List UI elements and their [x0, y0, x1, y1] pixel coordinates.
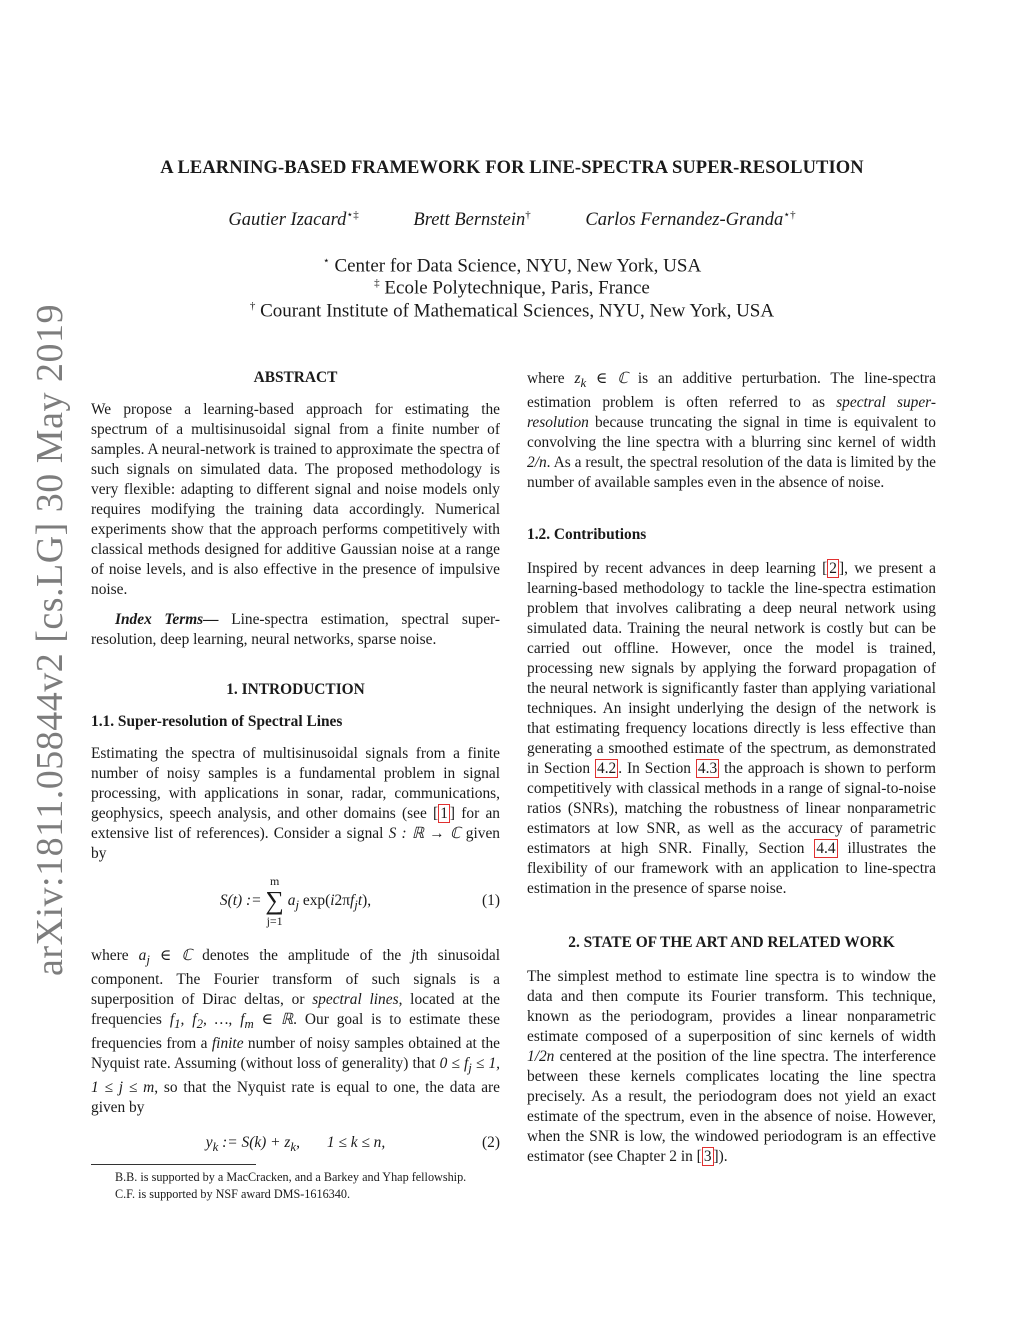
affiliation-1: ⋆ Center for Data Science, NYU, New York, USA	[322, 255, 702, 277]
right-column	[527, 369, 936, 1167]
left-column	[91, 368, 500, 1203]
equation-number-1: (1)	[482, 892, 500, 909]
author-2: Brett Bernstein†	[413, 209, 531, 231]
author-list	[0, 208, 1024, 231]
affiliation-3: † Courant Institute of Mathematical Sciences, NYU, New York, USA	[249, 300, 775, 322]
abstract-heading: ABSTRACT	[253, 369, 338, 386]
section-link-4-4[interactable]: 4.4	[816, 840, 836, 858]
citation-link-2[interactable]: 2	[829, 560, 837, 578]
author-3: Carlos Fernandez-Granda⋆†	[585, 209, 796, 231]
section-link-4-2[interactable]: 4.2	[597, 760, 617, 778]
arxiv-identifier: arXiv:1811.05844v2 [cs.LG] 30 May 2019	[29, 304, 71, 976]
intro-paragraph-1: Estimating the spectra of multisinusoidal signals from a finite number of noisy samples is a fundamental problem in signal processing, with applications in sonar, radar, communications, geophysics, speech analysis, and other domains (see [ 1 ] for an extensive list of references). Consider a signal S : ℝ → ℂ given by	[91, 745, 500, 862]
right-paragraph-1: where $z_k$ ∈ ℂ is an additive perturbation. The line-spectra estimation problem is often referred to as spectral super-resolution because truncating the signal in time is equivalent to convolving the line spectra with a blurring sinc kernel of width 2/n. As a result, the spectral resolution of the data is limited by the number of available samples even in the absence of noise.	[527, 370, 936, 492]
contributions-paragraph: Inspired by recent advances in deep learning [ 2 ], we present a learning-based methodology to tackle the line-spectra estimation problem that involves calibrating a deep neural network using simulated data. Training the neural network is costly but can be carried out offline. However, once the model is trained, processing new signals by applying the forward propagation of the neural network is significantly faster than applying variational techniques. An insight underlying the design of the network is that estimating frequency locations directly is less effective than generating a smoothed estimate of the spectrum, as demonstrated in Section 4.2 . In Section 4.3 the approach is shown to perform competitively with classical methods in a range of signal-to-noise ratios (SNRs), matching the robustness of linear nonparametric estimators at low SNR, as well as the accuracy of parametric estimators at high SNR. Finally, Section 4.4 illustrates the flexibility of our framework with an application to line-spectra estimation in the presence of sparse noise.	[527, 560, 936, 898]
footnote-1: B.B. is supported by a MacCracken, and a Barkey and Yhap fellowship.	[115, 1170, 467, 1185]
author-1: Gautier Izacard⋆‡	[228, 209, 359, 231]
equation-number-2: (2)	[482, 1134, 500, 1152]
paper-title: A LEARNING-BASED FRAMEWORK FOR LINE-SPECTRA SUPER-RESOLUTION	[160, 158, 864, 178]
affiliation-2: ‡ Ecole Polytechnique, Paris, France	[374, 277, 650, 299]
subsection-heading-1-2: 1.2. Contributions	[527, 526, 647, 544]
subsection-heading-1-1: 1.1. Super-resolution of Spectral Lines	[91, 713, 343, 730]
equation-1: S(t) := m ∑ j=1 $a_j$ $\exp(i2\pi f_jt)$, (1)	[91, 870, 500, 932]
citation-link-3[interactable]: 3	[703, 1148, 712, 1166]
citation-link-1[interactable]: 1	[440, 805, 448, 822]
footnote-divider	[91, 1164, 256, 1165]
introduction-heading: 1. INTRODUCTION	[226, 681, 365, 698]
index-terms: Index Terms— Line-spectra estimation, spectral super-resolution, deep learning, neural networks, sparse noise.	[91, 611, 501, 648]
related-work-paragraph: The simplest method to estimate line spectra is to window the data and then compute its Fourier transform. This technique, known as the periodogram, provides a linear nonparametric estimate composed of a superposition of sinc kernels of width 1/2n centered at the position of the line spectra. The interference between these kernels complicates locating the line spectra precisely. As a result, the periodogram does not yield an exact estimate of the spectrum, even in the absence of noise. However, when the SNR is low, the windowed periodogram is an effective estimator (see Chapter 2 in [ 3 ]).	[527, 968, 936, 1166]
section-link-4-3[interactable]: 4.3	[697, 760, 718, 778]
section-heading-2: 2. STATE OF THE ART AND RELATED WORK	[568, 934, 895, 952]
abstract-text: We propose a learning-based approach for estimating the spectrum of a multisinusoidal signal from a finite number of samples. A neural-network is trained to approximate the spectra of such signals on simulated data. The proposed methodology is very flexible: adapting to different signal and noise models only requires modifying the training data accordingly. Numerical experiments show that the approach performs competitively with classical methods designed for additive Gaussian noise at a range of noise levels, and is also effective in the presence of impulsive noise.	[91, 401, 500, 598]
footnote-2: C.F. is supported by NSF award DMS-1616340.	[115, 1187, 350, 1202]
intro-paragraph-2: where $a_j$ ∈ ℂ denotes the amplitude of the jth sinusoidal component. The Fourier transform of such signals is a superposition of Dirac deltas, or spectral lines, located at the frequencies $f_1$, $f_2$, …, $f_m$ ∈ ℝ. Our goal is to estimate these frequencies from a finite number of noisy samples obtained at the Nyquist rate. Assuming (without loss of generality) that $0 \le f_j \le 1$, 1 ≤ j ≤ m, so that the Nyquist rate is equal to one, the data are given by	[91, 947, 501, 1117]
equation-2: $y_k$ := $S(k) + z_k$, 1 ≤ k ≤ n, (2)	[91, 1128, 500, 1158]
